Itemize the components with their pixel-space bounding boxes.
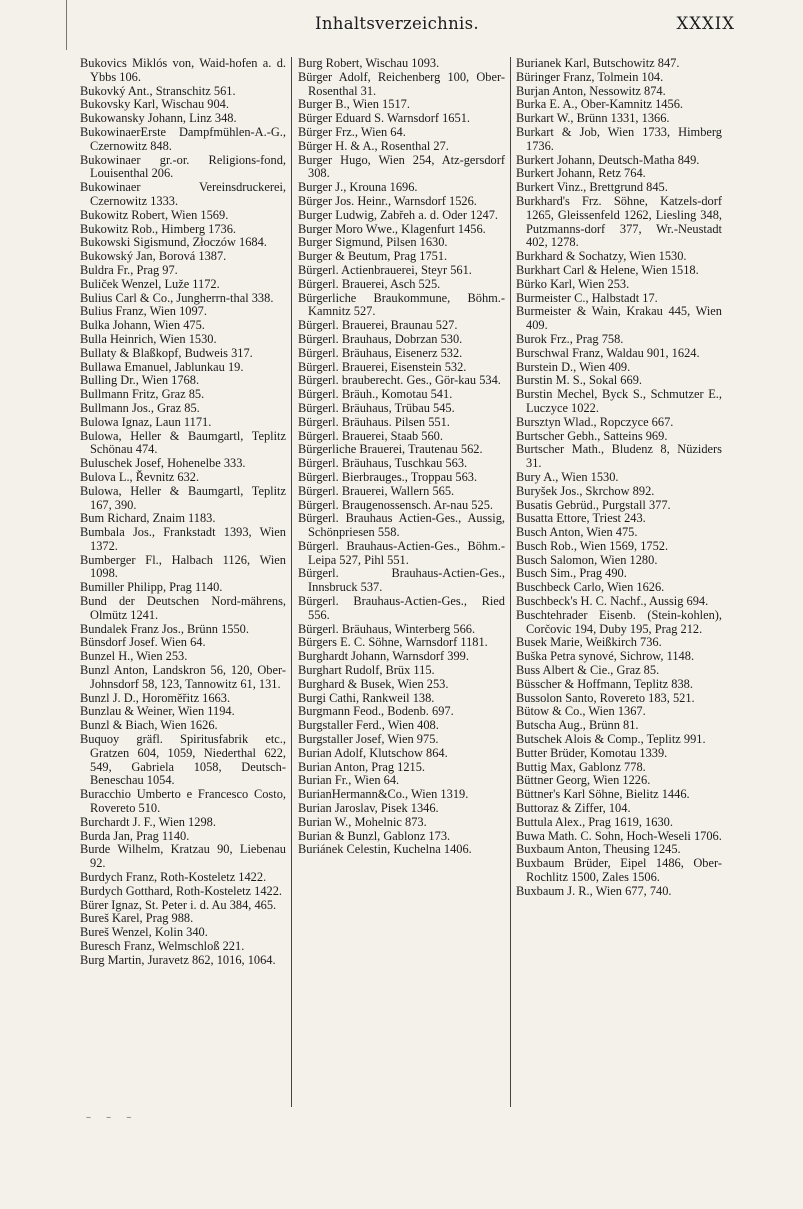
index-entry: Burmeister C., Halbstadt 17. [516,290,658,305]
index-entry: Buriánek Celestin, Kuchelna 1406. [298,842,472,857]
index-entry: Bulowa Ignaz, Laun 1171. [80,414,212,429]
index-entry: Bukowitz Robert, Wien 1569. [80,207,229,222]
index-entry: Bulowa, Heller & Baumgartl, Teplitz Schönau 474. [80,428,286,457]
index-entry: Buracchio Umberto e Francesco Costo, Rovereto 510. [80,787,286,816]
index-entry: Bürgerl. Brauhaus-Actien-Ges., Ried 556. [298,594,505,622]
index-entry: Bukowinaer gr.-or. Religions-fond, Louisenthal 206. [80,152,286,181]
index-entry: Burianek Karl, Butschowitz 847. [516,56,680,70]
index-entry: Burdych Franz, Roth-Kosteletz 1422. [80,870,267,885]
index-entry: Burkart & Job, Wien 1733, Himberg 1736. [516,124,722,153]
index-entry: Buxbaum Brüder, Eipel 1486, Ober-Rochlitz 1500, Zales 1506. [516,856,722,885]
index-entry: Bürgerl. Bräuhaus, Tuschkau 563. [298,456,468,471]
index-entry: Buliček Wenzel, Luže 1172. [80,276,220,291]
index-entry: Burger & Beutum, Prag 1751. [298,249,448,264]
index-entry: Bukowski Sigismund, Złoczów 1684. [80,235,267,250]
index-entry: Burg Robert, Wischau 1093. [298,56,440,70]
index-entry: Bureš Wenzel, Kolin 340. [80,925,208,940]
index-entry: Burmeister & Wain, Krakau 445, Wien 409. [516,304,722,333]
index-entry: Burian Jaroslav, Pisek 1346. [298,801,439,816]
index-entry: Buschbeck Carlo, Wien 1626. [516,580,665,595]
index-entry: Buwa Math. C. Sohn, Hoch-Weseli 1706. [516,828,722,843]
index-entry: Buttoraz & Ziffer, 104. [516,801,631,816]
index-entry: Bulowa, Heller & Baumgartl, Teplitz 167, 390. [80,483,286,512]
index-entry: Burkert Vinz., Brettgrund 845. [516,180,668,195]
index-entry: Bürger Frz., Wien 64. [298,124,406,139]
index-entry: Burgstaller Ferd., Wien 408. [298,718,439,733]
index-entry: Bürgerl. Brauerei, Staab 560. [298,428,443,443]
index-entry: Butter Brüder, Komotau 1339. [516,745,668,760]
index-entry: Bürger Eduard S. Warnsdorf 1651. [298,111,470,126]
index-entry: Burian & Bunzl, Gablonz 173. [298,828,451,843]
index-entry: Bund der Deutschen Nord-mährens, Olmütz 1241. [80,594,286,622]
index-entry: Bürgerl. Braugenossensch. Ar-nau 525. [298,497,493,512]
index-entry: Bürger Jos. Heinr., Warnsdorf 1526. [298,193,477,208]
index-entry: Bürgerl. brauberecht. Ges., Gör-kau 534. [298,373,501,388]
index-entry: Burstein D., Wien 409. [516,359,631,374]
index-entry: Bukowský Jan, Borová 1387. [80,249,227,264]
index-entry: Burstin M. S., Sokal 669. [516,373,642,388]
index-entry: BurianHermann&Co., Wien 1319. [298,787,469,802]
column-divider [291,57,292,1107]
index-entry: Büttner Georg, Wien 1226. [516,773,651,788]
index-entry: Burkhard & Sochatzy, Wien 1530. [516,249,687,264]
index-entry: Bulius Carl & Co., Jungherrn-thal 338. [80,290,274,305]
index-column-1 [80,57,286,968]
index-entry: Buttula Alex., Prag 1619, 1630. [516,814,673,829]
index-entry: Burtscher Gebh., Satteins 969. [516,428,668,443]
index-entry: Bulka Johann, Wien 475. [80,318,205,333]
index-column-3 [516,57,722,899]
index-entry: Bukowinaer Vereinsdruckerei, Czernowitz 1333. [80,180,286,208]
index-entry: Bürgerl. Brauhaus Actien-Ges., Aussig, Schönpriesen 558. [298,511,505,540]
index-entry: Bumbala Jos., Frankstadt 1393, Wien 1372. [80,525,286,553]
index-entry: Bürgers E. C. Söhne, Warnsdorf 1181. [298,635,488,650]
index-entry: Busch Sim., Prag 490. [516,566,627,581]
index-entry: Burger Ludwig, Zabřeh a. d. Oder 1247. [298,207,499,222]
index-entry: Bürgerl. Brauerei, Eisenstein 532. [298,359,467,374]
index-entry: Burchardt J. F., Wien 1298. [80,814,216,829]
index-entry: Bullaty & Blaßkopf, Budweis 317. [80,345,253,360]
index-entry: Burka E. A., Ober-Kamnitz 1456. [516,97,683,112]
index-entry: Buss Albert & Cie., Graz 85. [516,663,660,678]
index-entry: Bürgerl. Actienbrauerei, Steyr 561. [298,262,472,277]
index-entry: Burian Fr., Wien 64. [298,773,400,788]
index-entry: Bukovký Ant., Stranschitz 561. [80,83,236,98]
index-entry: Bürer Ignaz, St. Peter i. d. Au 384, 465. [80,897,277,912]
index-entry: Bullmann Fritz, Graz 85. [80,387,205,402]
index-entry: Bünsdorf Josef. Wien 64. [80,635,206,650]
index-entry: Buryšek Jos., Skrchow 892. [516,483,655,498]
index-entry: Bürgerl. Brauhaus-Actien-Ges., Innsbruck 537. [298,566,505,595]
index-entry: Burdych Gotthard, Roth-Kosteletz 1422. [80,883,283,898]
index-entry: Büringer Franz, Tolmein 104. [516,69,664,84]
index-entry: Bulla Heinrich, Wien 1530. [80,331,217,346]
index-entry: Busek Marie, Weißkirch 736. [516,635,662,650]
index-entry: Bunzel H., Wien 253. [80,649,188,664]
index-entry: Burghardt Johann, Warnsdorf 399. [298,649,469,664]
index-entry: Bulius Franz, Wien 1097. [80,304,207,319]
index-entry: Bürgerl. Bräuh., Komotau 541. [298,387,453,402]
index-entry: Burkhard's Frz. Söhne, Katzels-dorf 1265, Gleissenfeld 1262, Liesling 348, Putzmanns-dorf 377, Wr.-Neustadt 402, 1278. [516,193,722,250]
index-entry: Burg Martin, Juravetz 862, 1016, 1064. [80,952,276,967]
index-entry: Büsscher & Hoffmann, Teplitz 838. [516,676,693,691]
index-entry: Buluschek Josef, Hohenelbe 333. [80,456,246,471]
index-entry: Bürgerl. Brauhaus, Dobrzan 530. [298,331,463,346]
index-entry: Bürgerl. Bräuhaus. Pilsen 551. [298,414,450,429]
index-entry: Bunzlau & Weiner, Wien 1194. [80,704,235,719]
index-entry: Bürgerl. Brauerei, Wallern 565. [298,483,455,498]
index-entry: Burok Frz., Prag 758. [516,331,624,346]
index-entry: Bürgerliche Brauerei, Trautenau 562. [298,442,483,457]
index-entry: Buttig Max, Gablonz 778. [516,759,646,774]
index-entry: Burger J., Krouna 1696. [298,180,418,195]
index-entry: BukowinaerErste Dampfmühlen-A.-G., Czernowitz 848. [80,124,286,153]
index-entry: Bürgerl. Brauerei, Asch 525. [298,276,441,291]
index-entry: Bullawa Emanuel, Jablunkau 19. [80,359,244,374]
index-entry: Busatta Ettore, Triest 243. [516,511,646,526]
index-entry: Büttner's Karl Söhne, Bielitz 1446. [516,787,690,802]
column-divider [510,57,511,1107]
index-entry: Buquoy gräfl. Spiritusfabrik etc., Gratzen 604, 1059, Niederthal 622, 549, Gabriela 1058, Deutsch-Beneschau 1054. [80,732,286,788]
index-entry: Burger Moro Wwe., Klagenfurt 1456. [298,221,486,236]
index-entry: Burkhart Carl & Helene, Wien 1518. [516,262,699,277]
index-entry: Busch Rob., Wien 1569, 1752. [516,538,669,553]
index-entry: Burkert Johann, Deutsch-Matha 849. [516,152,700,167]
index-entry: Buxbaum Anton, Theusing 1245. [516,842,681,857]
index-entry: Bürgerl. Brauerei, Braunau 527. [298,318,458,333]
index-entry: Burstin Mechel, Byck S., Schmutzer E., Luczyce 1022. [516,387,722,415]
index-entry: Bürgerliche Braukommune, Böhm.-Kamnitz 527. [298,290,505,319]
index-entry: Bundalek Franz Jos., Brünn 1550. [80,621,249,636]
index-entry: Buldra Fr., Prag 97. [80,262,178,277]
index-entry: Burghard & Busek, Wien 253. [298,676,449,691]
index-entry: Burger Hugo, Wien 254, Atz-gersdorf 308. [298,152,505,181]
index-entry: Burghart Rudolf, Brüx 115. [298,663,435,678]
index-column-2 [298,57,505,857]
index-entry: Busch Salomon, Wien 1280. [516,552,658,567]
index-entry: Bürko Karl, Wien 253. [516,276,630,291]
index-entry: Burgmann Feod., Bodenb. 697. [298,704,454,719]
index-entry: Bullmann Jos., Graz 85. [80,400,200,415]
index-entry: Buresch Franz, Welmschloß 221. [80,939,245,953]
index-entry: Bürger H. & A., Rosenthal 27. [298,138,449,153]
index-entry: Bütow & Co., Wien 1367. [516,704,646,719]
index-entry: Bulling Dr., Wien 1768. [80,373,200,388]
index-entry: Bürgerl. Bräuhaus, Trübau 545. [298,400,455,415]
index-entry: Busch Anton, Wien 475. [516,525,638,540]
index-entry: Burtscher Math., Bludenz 8, Nüziders 31. [516,442,722,471]
index-entry: Bürgerl. Bräuhaus, Eisenerz 532. [298,345,463,360]
index-entry: Bukowitz Rob., Himberg 1736. [80,221,237,236]
index-entry: Bukovsky Karl, Wischau 904. [80,97,229,112]
index-entry: Bum Richard, Znaim 1183. [80,511,216,526]
index-entry: Bürgerl. Bräuhaus, Winterberg 566. [298,621,476,636]
index-entry: Bürgerl. Brauhaus-Actien-Ges., Böhm.-Leipa 527, Pihl 551. [298,538,505,567]
index-entry: Bunzl J. D., Horoměřitz 1663. [80,690,231,705]
index-entry: Bury A., Wien 1530. [516,469,619,484]
index-entry: Busatis Gebrüd., Purgstall 377. [516,497,671,512]
index-entry: Bumberger Fl., Halbach 1126, Wien 1098. [80,552,286,581]
index-entry: Burkert Johann, Retz 764. [516,166,646,181]
page-header [0,12,803,42]
index-entry: Burian W., Mohelnic 873. [298,814,427,829]
index-entry: Burgi Cathi, Rankweil 138. [298,690,435,705]
index-entry: Burjan Anton, Nessowitz 874. [516,83,666,98]
index-entry: Bureš Karel, Prag 988. [80,911,194,926]
index-entry: Buschbeck's H. C. Nachf., Aussig 694. [516,594,709,609]
index-entry: Butscha Aug., Brünn 81. [516,718,639,733]
index-entry: Burger B., Wien 1517. [298,97,410,112]
index-entry: Butschek Alois & Comp., Teplitz 991. [516,732,706,747]
bottom-dash-marks: – – – [86,1112,138,1123]
index-entry: Burger Sigmund, Pilsen 1630. [298,235,448,250]
index-entry: Bumiller Philipp, Prag 1140. [80,580,223,595]
index-entry: Bursztyn Wlad., Ropczyce 667. [516,414,674,429]
index-entry: Bulova L., Řevnitz 632. [80,469,200,484]
index-entry: Bunzl Anton, Landskron 56, 120, Ober-Johnsdorf 58, 123, Tannowitz 61, 131. [80,663,286,691]
page-title: Inhaltsverzeichnis. [315,14,479,33]
index-entry: Bussolon Santo, Rovereto 183, 521. [516,690,695,705]
index-entry: Burian Anton, Prag 1215. [298,759,425,774]
index-entry: Bürgerl. Bierbrauges., Troppau 563. [298,469,478,484]
index-entry: Burkart W., Brünn 1331, 1366. [516,111,670,126]
index-entry: Burian Adolf, Klutschow 864. [298,745,448,760]
index-entry: Buxbaum J. R., Wien 677, 740. [516,883,672,898]
index-entry: Burgstaller Josef, Wien 975. [298,732,439,747]
page-number: XXXIX [676,14,735,33]
index-entry: Bürger Adolf, Reichenberg 100, Ober-Rosenthal 31. [298,69,505,98]
index-entry: Burde Wilhelm, Kratzau 90, Liebenau 92. [80,842,286,871]
index-entry: Burda Jan, Prag 1140. [80,828,190,843]
index-entry: Buschtehrader Eisenb. (Stein-kohlen), Corčovic 194, Duby 195, Prag 212. [516,607,722,636]
index-entry: Burschwal Franz, Waldau 901, 1624. [516,345,700,360]
index-entry: Bunzl & Biach, Wien 1626. [80,718,218,733]
index-entry: Bukowansky Johann, Linz 348. [80,111,237,126]
index-entry: Buška Petra synové, Sichrow, 1148. [516,649,695,664]
index-entry: Bukovics Miklós von, Waid-hofen a. d. Ybbs 106. [80,56,286,84]
